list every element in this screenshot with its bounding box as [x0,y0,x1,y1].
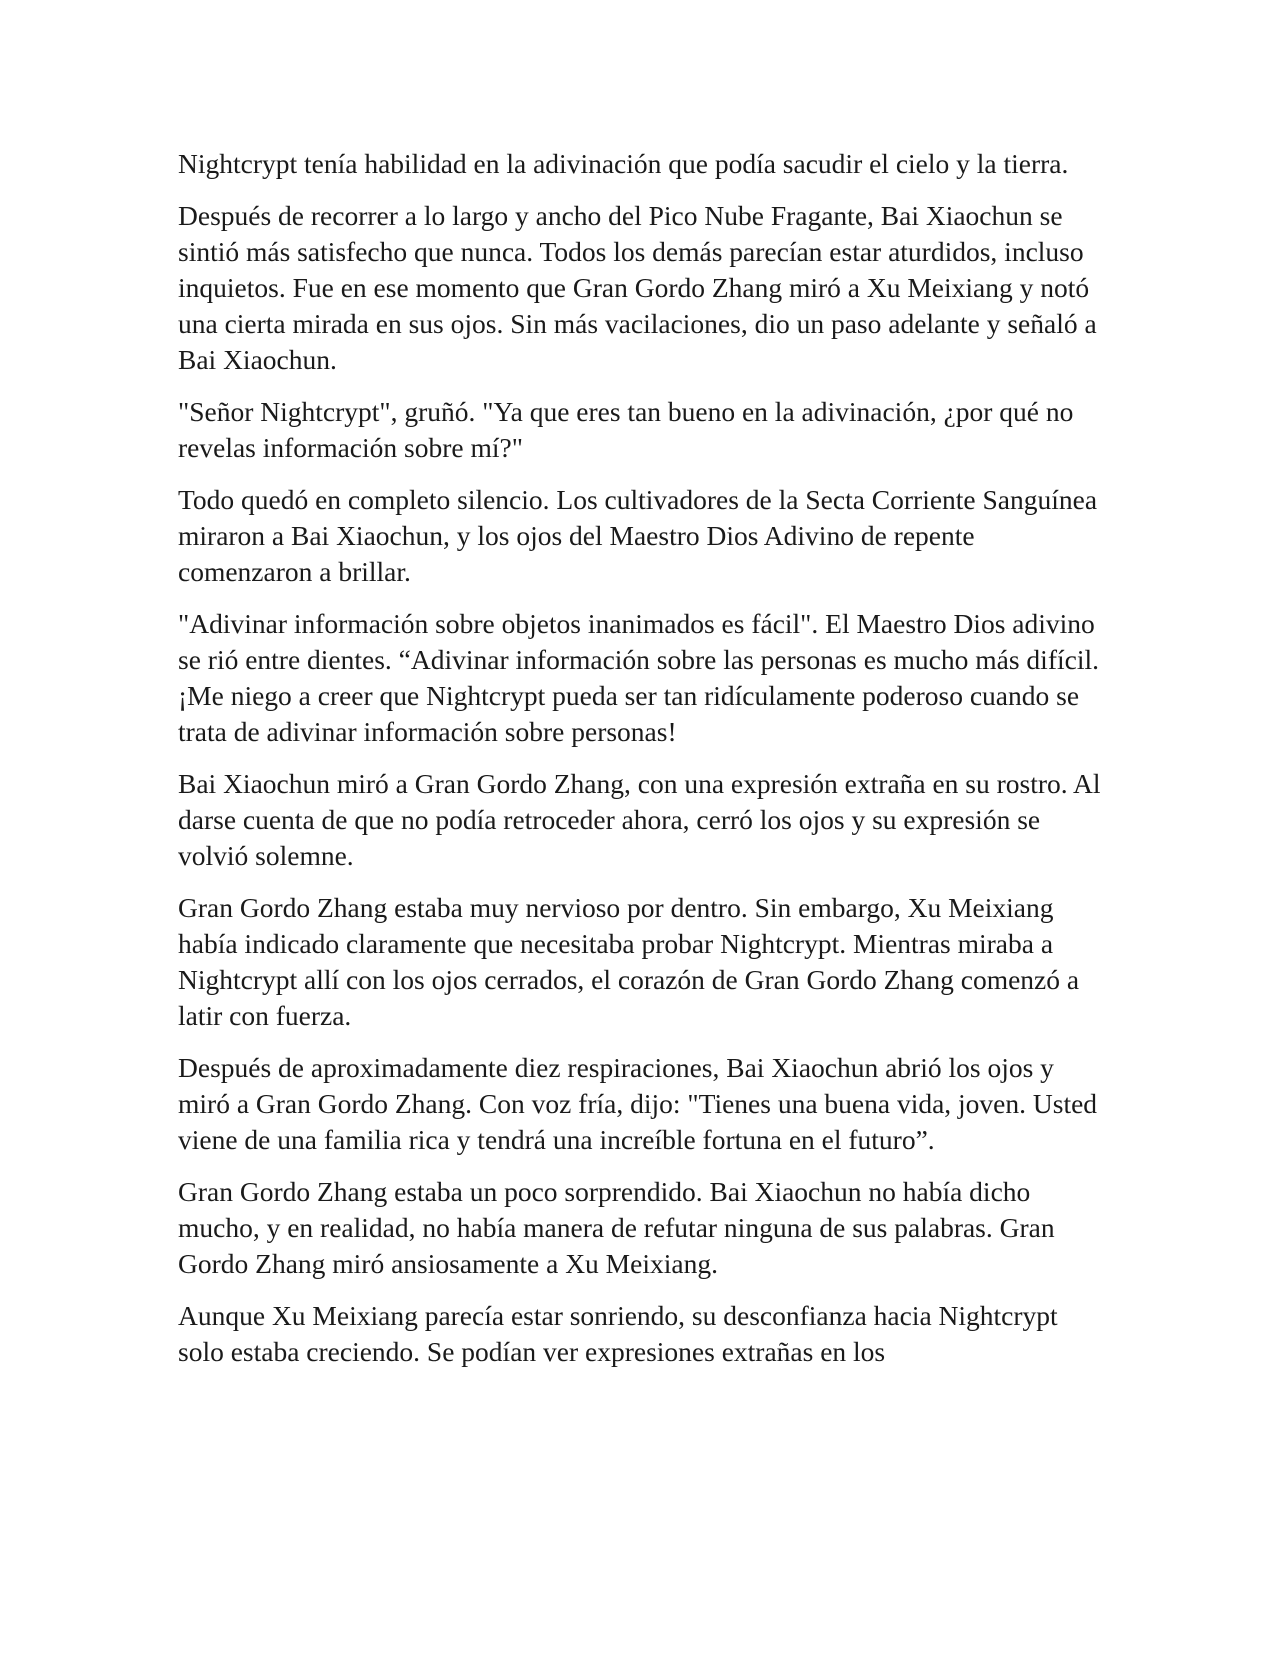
paragraph: Gran Gordo Zhang estaba muy nervioso por dentro. Sin embargo, Xu Meixiang había indicado claramente que necesitaba probar Nightcrypt. Mientras miraba a Nightcrypt allí con los ojos cerrados, el corazón de Gran Gordo Zhang comenzó a latir con fuerza. [178,892,1080,1031]
paragraph: Aunque Xu Meixiang parecía estar sonriendo, su desconfianza hacia Nightcrypt solo estaba creciendo. Se podían ver expresiones extrañas en los [178,1300,1058,1367]
document-body [178,146,1103,1386]
paragraph: Bai Xiaochun miró a Gran Gordo Zhang, con una expresión extraña en su rostro. Al darse cuenta de que no podía retroceder ahora, cerró los ojos y su expresión se volvió solemne. [178,768,1101,871]
paragraph: "Adivinar información sobre objetos inanimados es fácil". El Maestro Dios adivino se rió entre dientes. “Adivinar información sobre las personas es mucho más difícil. ¡Me niego a creer que Nightcrypt pueda ser tan ridículamente poderoso cuando se trata de adivinar información sobre personas! [178,608,1099,747]
paragraph: "Señor Nightcrypt", gruñó. "Ya que eres tan bueno en la adivinación, ¿por qué no revelas información sobre mí?" [178,396,1074,463]
paragraph: Todo quedó en completo silencio. Los cultivadores de la Secta Corriente Sanguínea miraron a Bai Xiaochun, y los ojos del Maestro Dios Adivino de repente comenzaron a brillar. [178,484,1098,587]
paragraph: Gran Gordo Zhang estaba un poco sorprendido. Bai Xiaochun no había dicho mucho, y en realidad, no había manera de refutar ninguna de sus palabras. Gran Gordo Zhang miró ansiosamente a Xu Meixiang. [178,1176,1055,1279]
paragraph: Después de aproximadamente diez respiraciones, Bai Xiaochun abrió los ojos y miró a Gran Gordo Zhang. Con voz fría, dijo: "Tienes una buena vida, joven. Usted viene de una familia rica y tendrá una increíble fortuna en el futuro”. [178,1052,1098,1155]
paragraph: Nightcrypt tenía habilidad en la adivinación que podía sacudir el cielo y la tierra. [178,148,1069,179]
paragraph: Después de recorrer a lo largo y ancho del Pico Nube Fragante, Bai Xiaochun se sintió más satisfecho que nunca. Todos los demás parecían estar aturdidos, incluso inquietos. Fue en ese momento que Gran Gordo Zhang miró a Xu Meixiang y notó una cierta mirada en sus ojos. Sin más vacilaciones, dio un paso adelante y señaló a Bai Xiaochun. [178,200,1097,375]
